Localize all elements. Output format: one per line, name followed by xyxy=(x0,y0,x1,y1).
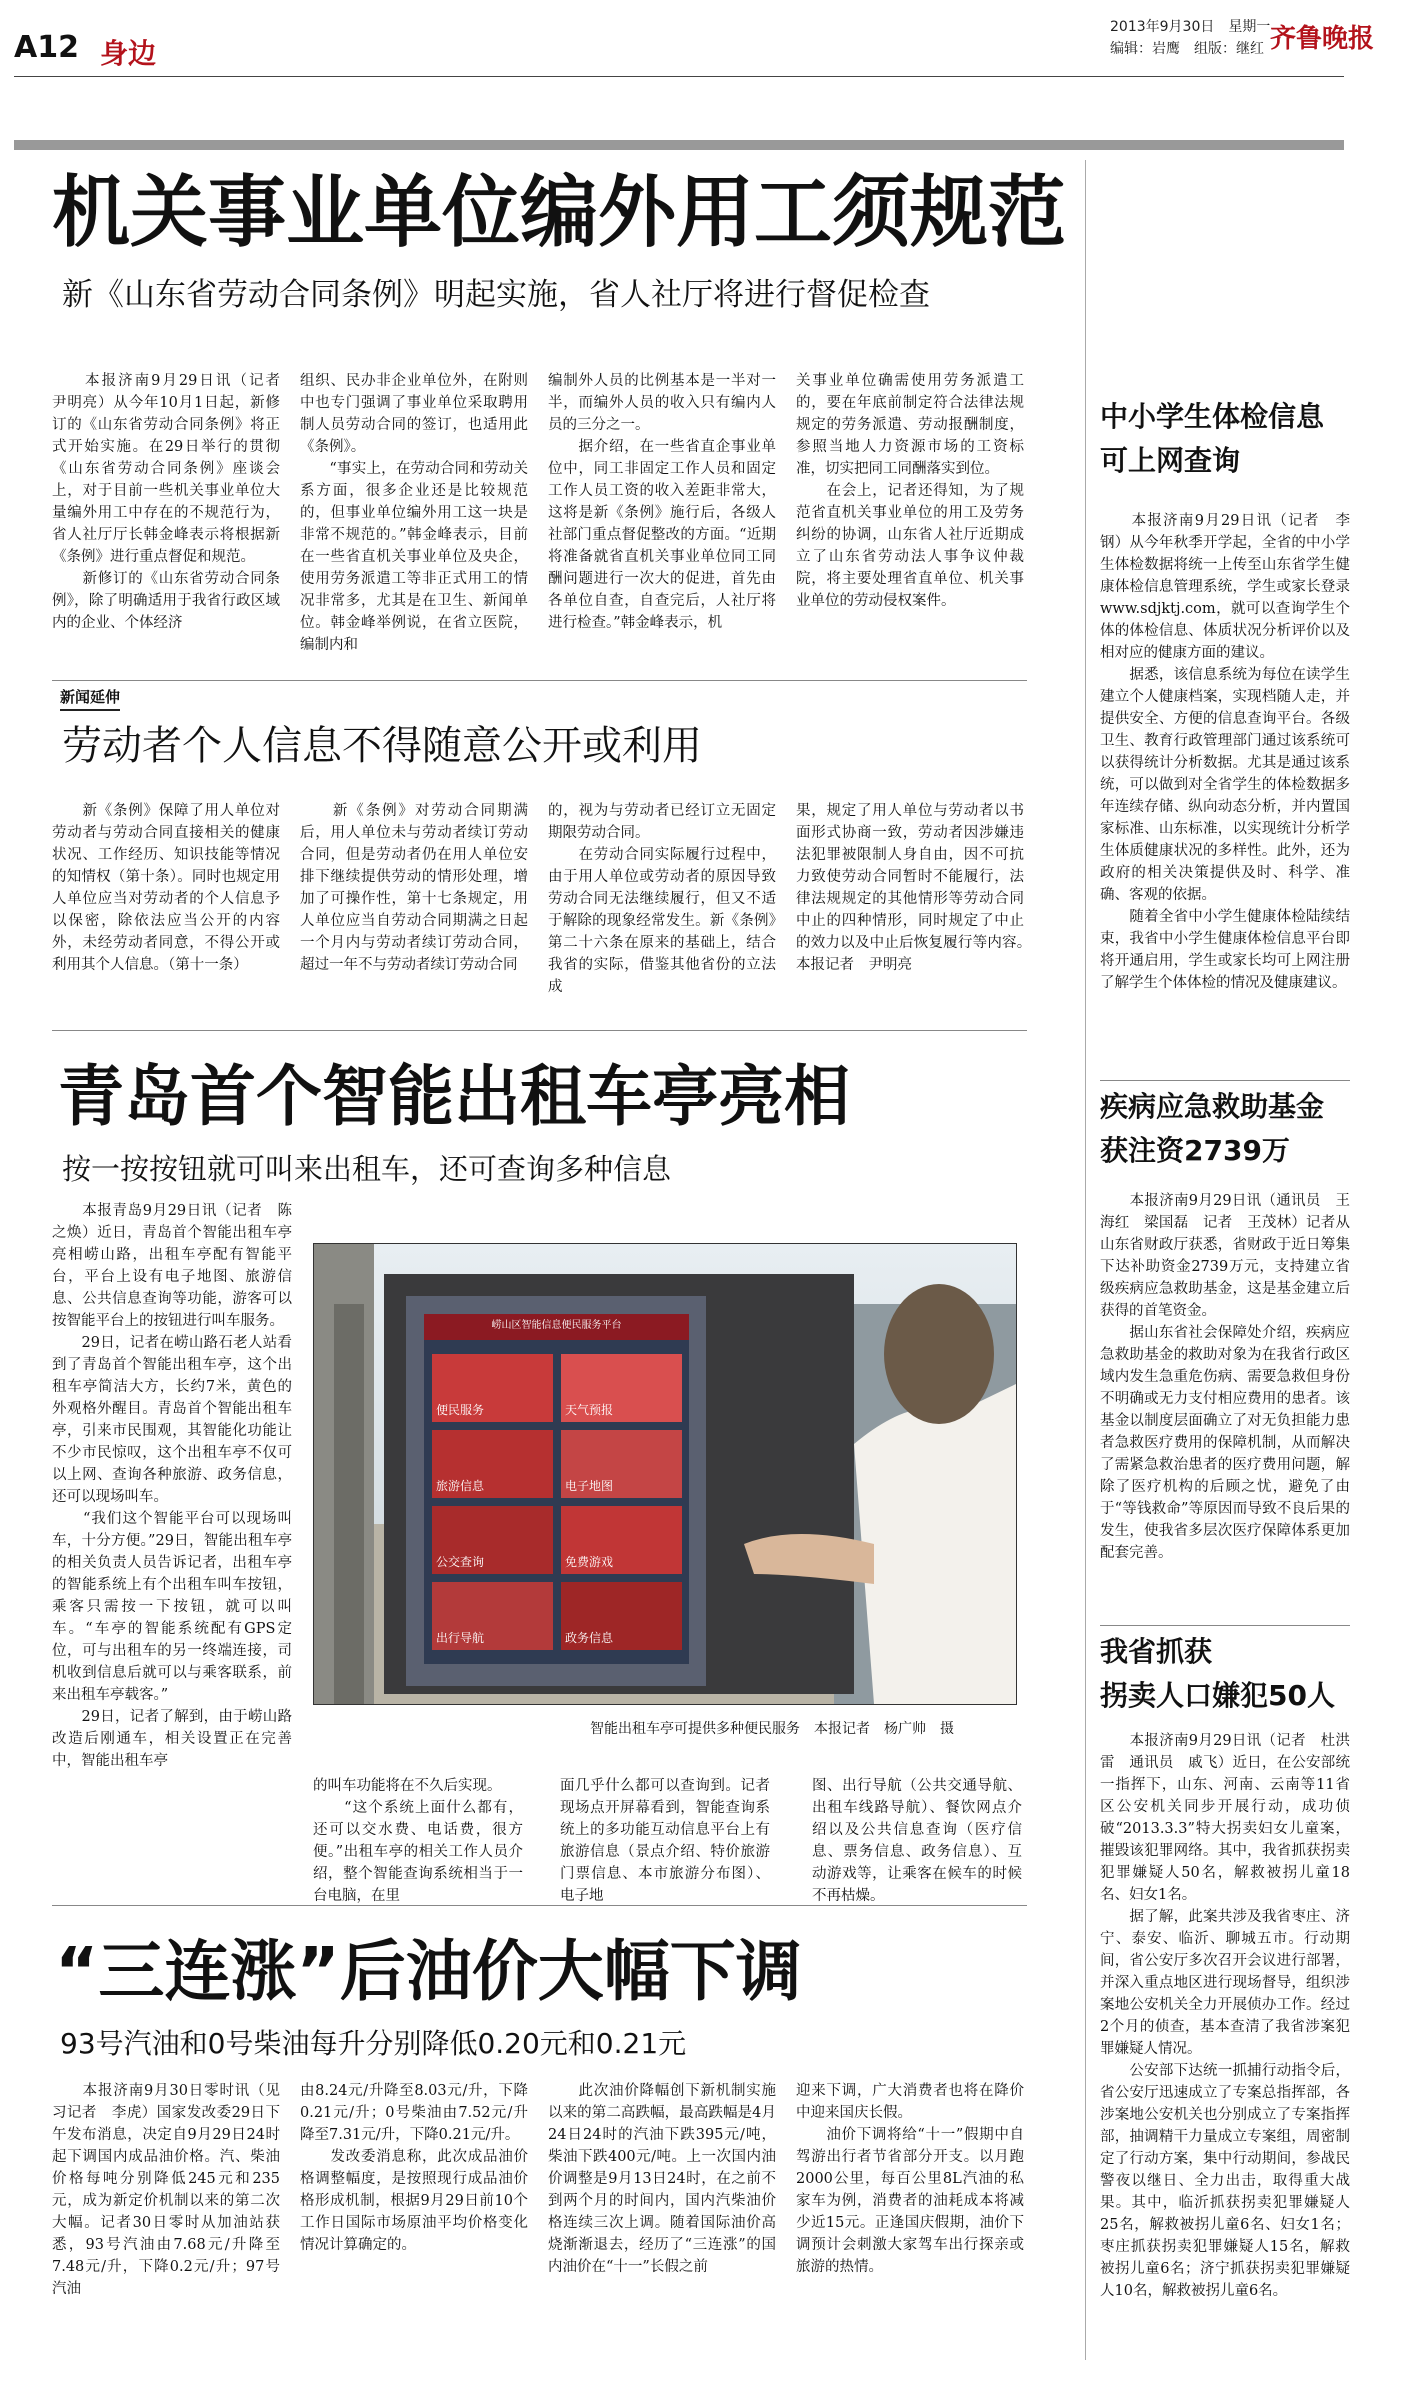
kiosk-tile: 电子地图 xyxy=(561,1430,682,1498)
kiosk-tile: 便民服务 xyxy=(432,1354,553,1422)
kiosk-top-label: 崂山区智能信息便民服务平台 xyxy=(491,1320,622,1331)
story3-column-1: 本报济南9月30日零时讯（见习记者 李虎）国家发改委29日下午发布消息，决定自9月29日24时起下调国内成品油价格。汽、柴油价格每吨分别降低245元和235元，成为新定价机制以来的第二次大幅。记者30日零时从加油站获悉，93号汽油由7.68元/升降至7.48元/升，下降0.2元/升；97号汽油 xyxy=(52,2083,280,2297)
date-line: 2013年9月30日 星期一 xyxy=(1110,19,1271,35)
story1-column-1: 本报济南9月29日讯（记者 尹明亮）从今年10月1日起，新修订的《山东省劳动合同条例》将正式开始实施。在29日举行的贯彻《山东省劳动合同条例》座谈会上，对于目前一些机关事业单位大量编外用工中存在的不规范行为，省人社厅厅长韩金峰表示将根据新《条例》进行重点督促和规范。 新修订的《山东省劳动合同条例》，除了明确适用于我省行政区域内的企业、个体经济 xyxy=(52,373,280,631)
taxi-kiosk-photo xyxy=(313,1243,1017,1705)
kiosk-tile: 出行导航 xyxy=(432,1582,553,1650)
story2-column-4: 图、出行导航（公共交通导航、出租车线路导航）、餐饮网点介绍以及公共信息查询（医疗信息、票务信息、政务信息）、互动游戏等，让乘客在候车的时候不再枯燥。 xyxy=(812,1778,1022,1904)
header-band xyxy=(14,140,1344,150)
page-number: A12 xyxy=(14,30,79,65)
sidebar-column-3: 的，视为与劳动者已经订立无固定期限劳动合同。 在劳动合同实际履行过程中，由于用人单位或劳动者的原因导致劳动合同无法继续履行，但又不适于解除的现象经常发生。新《条例》第二十六条在原来的基础上，结合我省的实际，借鉴其他省份的立法成 xyxy=(548,803,776,995)
kiosk-tile: 政务信息 xyxy=(561,1582,682,1650)
kiosk-tile: 天气预报 xyxy=(561,1354,682,1422)
story2-column-3: 面几乎什么都可以查询到。记者现场点开屏幕看到，智能查询系统上的多功能互动信息平台上有旅游信息（景点介绍、特价旅游门票信息、本市旅游分布图）、电子地 xyxy=(560,1778,770,1904)
right-body-1: 本报济南9月29日讯（记者 李钢）从今年秋季开学起，全省的中小学生体检数据将统一上传至山东省学生健康体检信息管理系统，学生或家长登录www.sdjktj.com，就可以查询学生个体的体检信息、体质状况分析评价以及相对应的健康方面的建议。 据悉，该信息系统为每位在读学生建立个人健康档案，实现档随人走，并提供安全、方便的信息查询平台。各级卫生、教育行政管理部门通过该系统可以获得统计分析数据。尤其是通过该系统，可以做到对全省学生的体检数据多年连续存储、纵向动态分析，并内置国家标准、山东标准，以实现统计分析学生体质健康状况的多样性。此外，还为政府的相关决策提供及时、科学、准确、客观的依据。 随着全省中小学生健康体检陆续结束，我省中小学生健康体检信息平台即将开通启用，学生或家长均可上网注册了解学生个体体检的情况及健康建议。 xyxy=(1100,513,1350,991)
section-title: 身边 xyxy=(100,37,157,70)
right-headline-2: 疾病应急救助基金 获注资2739万 xyxy=(1100,1090,1325,1167)
kiosk-tile: 公交查询 xyxy=(432,1506,553,1574)
story1-subhead: 新《山东省劳动合同条例》明起实施，省人社厅将进行督促检查 xyxy=(62,277,930,313)
story3-column-2: 由8.24元/升降至8.03元/升，下降0.21元/升；0号柴油由7.52元/升降至7.31元/升，下降0.21元/升。 发改委消息称，此次成品油价格调整幅度，是按照现行成品油价格形成机制，根据9月29日前10个工作日国际市场原油平均价格变化情况计算确定的。 xyxy=(300,2083,528,2253)
story3-subhead: 93号汽油和0号柴油每升分别降低0.20元和0.21元 xyxy=(60,2027,687,2060)
story1-headline: 机关事业单位编外用工须规范 xyxy=(52,168,1067,258)
newspaper-logo: 齐鲁晚报 xyxy=(1270,24,1375,54)
kiosk-tile: 免费游戏 xyxy=(561,1506,682,1574)
right-headline-1: 中小学生体检信息 可上网查询 xyxy=(1100,400,1325,477)
story2-headline: 青岛首个智能出租车亭亮相 xyxy=(58,1058,850,1135)
story2-subhead: 按一按按钮就可叫来出租车，还可查询多种信息 xyxy=(62,1152,672,1186)
right-body-3: 本报济南9月29日讯（记者 杜洪雷 通讯员 戚飞）近日，在公安部统一指挥下，山东、河南、云南等11省区公安机关同步开展行动，成功侦破“2013.3.3”特大拐卖妇女儿童案，摧毁该犯罪网络。其中，我省抓获拐卖犯罪嫌疑人50名，解救被拐儿童18名、妇女1名。 据了解，此案共涉及我省枣庄、济宁、泰安、临沂、聊城五市。行动期间，省公安厅多次召开会议进行部署，并深入重点地区进行现场督导，组织涉案地公安机关全力开展侦办工作。经过2个月的侦查，基本查清了我省涉案犯罪嫌疑人情况。 公安部下达统一抓捕行动指令后，省公安厅迅速成立了专案总指挥部，各涉案地公安机关也分别成立了专案指挥部，抽调精干力量成立专案组，周密制定了行动方案，集中行动期间，参战民警夜以继日、全力出击，取得重大战果。其中，临沂抓获拐卖犯罪嫌疑人25名，解救被拐儿童6名、妇女1名；枣庄抓获拐卖犯罪嫌疑人15名，解救被拐儿童6名；济宁抓获拐卖犯罪嫌疑人10名，解救被拐儿童6名。 xyxy=(1100,1733,1350,2299)
right-rule xyxy=(1100,1080,1350,1081)
right-column-rule xyxy=(1085,160,1086,2360)
header-rule xyxy=(14,76,1344,77)
sidebar-column-2: 新《条例》对劳动合同期满后，用人单位未与劳动者续订劳动合同，但是劳动者仍在用人单位安排下继续提供劳动的情形处理，增加了可操作性，第十七条规定，用人单位应当自劳动合同期满之日起一个月内与劳动者续订劳动合同，超过一年不与劳动者续订劳动合同 xyxy=(300,803,528,973)
photo-caption: 智能出租车亭可提供多种便民服务 本报记者 杨广帅 摄 xyxy=(590,1721,954,1737)
story1-column-4: 关事业单位确需使用劳务派遣工的，要在年底前制定符合法律法规规定的劳务派遣、劳动报酬制度，参照当地人力资源市场的工资标准，切实把同工同酬落实到位。 在会上，记者还得知，为了规范省直机关事业单位的用工及劳务纠纷的协调，山东省人社厅近期成立了山东省劳动法人事争议仲裁院，将主要处理省直单位、机关事业单位的劳动侵权案件。 xyxy=(796,373,1024,609)
section-rule xyxy=(52,680,1027,681)
story2-column-2: 的叫车功能将在不久后实现。 “这个系统上面什么都有，还可以交水费、电话费，很方便。”出租车亭的相关工作人员介绍，整个智能查询系统相当于一台电脑，在里 xyxy=(313,1778,523,1904)
right-headline-3: 我省抓获 拐卖人口嫌犯50人 xyxy=(1100,1635,1335,1712)
section-rule xyxy=(52,1030,1027,1031)
sidebar-column-1: 新《条例》保障了用人单位对劳动者与劳动合同直接相关的健康状况、工作经历、知识技能等情况的知情权（第十条）。同时也规定用人单位应当对劳动者的个人信息予以保密，除依法应当公开的内容外，未经劳动者同意，不得公开或利用其个人信息。（第十一条） xyxy=(52,803,280,973)
story1-column-2: 组织、民办非企业单位外，在附则中也专门强调了事业单位采取聘用制人员劳动合同的签订，也适用此《条例》。 “事实上，在劳动合同和劳动关系方面，很多企业还是比较规范的，但事业单位编外用工这一块是非常不规范的。”韩金峰表示，目前在一些省直机关事业单位及央企，使用劳务派遣工等非正式用工的情况非常多，尤其是在卫生、新闻单位。韩金峰举例说，在省立医院，编制内和 xyxy=(300,373,528,653)
right-rule xyxy=(1100,1625,1350,1626)
section-rule xyxy=(52,1905,1027,1906)
story3-column-3: 此次油价降幅创下新机制实施以来的第二高跌幅，最高跌幅是4月24日24时的汽油下跌395元/吨，柴油下跌400元/吨。上一次国内油价调整是9月13日24时，在之前不到两个月的时间内，国内汽柴油价格连续三次上调。随着国际油价高烧渐渐退去，经历了“三连涨”的国内油价在“十一”长假之前 xyxy=(548,2083,776,2275)
sidebar-column-4: 果，规定了用人单位与劳动者以书面形式协商一致，劳动者因涉嫌违法犯罪被限制人身自由，因不可抗力致使劳动合同暂时不能履行，法律法规规定的其他情形等劳动合同中止的四种情形，同时规定了中止的效力以及中止后恢复履行等内容。 本报记者 尹明亮 xyxy=(796,803,1039,973)
sidebar-story-headline: 劳动者个人信息不得随意公开或利用 xyxy=(62,723,702,769)
story1-column-3: 编制外人员的比例基本是一半对一半，而编外人员的收入只有编内人员的三分之一。 据介绍，在一些省直企事业单位中，同工非固定工作人员和固定工作人员工资的收入差距非常大，这将是新《条例》施行后，各级人社部门重点督促整改的方面。“近期将准备就省直机关事业单位同工同酬问题进行一次大的促进，首先由各单位自查，自查完后，人社厅将进行检查。”韩金峰表示，机 xyxy=(548,373,776,631)
right-body-2: 本报济南9月29日讯（通讯员 王海红 梁国磊 记者 王茂林）记者从山东省财政厅获悉，省财政于近日筹集下达补助资金2739万元，支持建立省级疾病应急救助基金，这是基金建立后获得的首笔资金。 据山东省社会保障处介绍，疾病应急救助基金的救助对象为在我省行政区域内发生急重危伤病、需要急救但身份不明确或无力支付相应费用的患者。该基金以制度层面确立了对无负担能力患者急救医疗费用的保障机制，从而解决了需紧急救治患者的医疗费用问题，解除了医疗机构的后顾之忧，避免了由于“等钱救命”等原因而导致不良后果的发生，使我省多层次医疗保障体系更加配套完善。 xyxy=(1100,1193,1350,1561)
story2-column-1: 本报青岛9月29日讯（记者 陈之焕）近日，青岛首个智能出租车亭亮相崂山路，出租车亭配有智能平台，平台上设有电子地图、旅游信息、公共信息查询等功能，游客可以按智能平台上的按钮进行叫车服务。 29日，记者在崂山路石老人站看到了青岛首个智能出租车亭，这个出租车亭简洁大方，长约7米，黄色的外观格外醒目。青岛首个智能出租车亭，引来市民围观，其智能化功能让不少市民惊叹，这个出租车亭不仅可以上网、查询各种旅游、政务信息，还可以现场叫车。 “我们这个智能平台可以现场叫车，十分方便。”29日，智能出租车亭的相关负责人员告诉记者，出租车亭的智能系统上有个出租车叫车按钮，乘客只需按一下按钮，就可以叫车。“车亭的智能系统配有GPS定位，可与出租车的另一终端连接，司机收到信息后就可以与乘客联系，前来出租车亭载客。” 29日，记者了解到，由于崂山路改造后刚通车，相关设置正在完善中，智能出租车亭 xyxy=(52,1203,292,1769)
editor-line: 编辑：岩鹰 组版：继红 xyxy=(1110,41,1264,57)
news-extension-tag: 新闻延伸 xyxy=(60,686,120,711)
story3-headline: “三连涨”后油价大幅下调 xyxy=(55,1933,802,2010)
date-and-editors xyxy=(1110,16,1270,60)
story3-column-4: 迎来下调，广大消费者也将在降价中迎来国庆长假。 油价下调将给“十一”假期中自驾游出行者节省部分开支。以月跑2000公里，每百公里8L汽油的私家车为例，消费者的油耗成本将减少近15元。正逢国庆假期，油价下调预计会刺激大家驾车出行探亲或旅游的热情。 xyxy=(796,2083,1024,2275)
kiosk-tile: 旅游信息 xyxy=(432,1430,553,1498)
